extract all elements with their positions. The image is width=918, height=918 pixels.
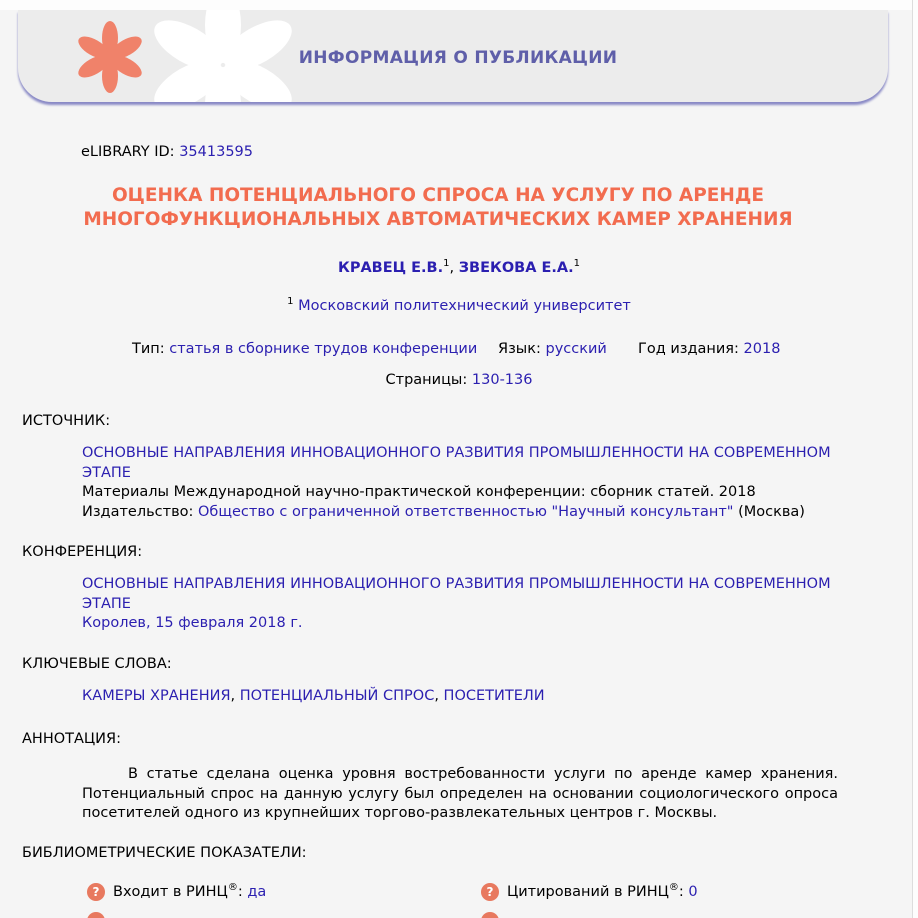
- meta-pages-label: Страницы:: [385, 372, 468, 388]
- metric-rinc-citations: ? Цитирований в РИНЦ®: 0: [481, 882, 698, 901]
- metric-label: Входит в РИНЦ: [113, 883, 228, 900]
- page-title: ИНФОРМАЦИЯ О ПУБЛИКАЦИИ: [298, 48, 618, 68]
- author-affiliation-index: 1: [443, 258, 450, 269]
- keyword-link[interactable]: ПОСЕТИТЕЛИ: [443, 688, 545, 704]
- help-icon[interactable]: [87, 912, 105, 918]
- affiliation: [0, 296, 918, 314]
- affiliation-link[interactable]: Московский политехнический университет: [298, 297, 631, 314]
- author-link[interactable]: КРАВЕЦ Е.В.: [337, 259, 444, 276]
- metric-label: Цитирований в РИНЦ: [507, 883, 669, 900]
- conference-block[interactable]: [82, 575, 831, 634]
- annotation-text: В статье сделана оценка уровня востребованности услуги по аренде камер хранения. Потенциальный спрос на данную услугу был определен на основании социологического опроса посетителей одного из крупнейших торгово-развлекательных центров г. Москвы.: [82, 766, 838, 821]
- source-publisher: [82, 503, 831, 523]
- keywords-heading: КЛЮЧЕВЫЕ СЛОВА:: [22, 656, 172, 672]
- keyword-link[interactable]: ПОТЕНЦИАЛЬНЫЙ СПРОС: [239, 688, 435, 704]
- registered-mark: ®: [227, 882, 238, 893]
- source-title-line: ОСНОВНЫЕ НАПРАВЛЕНИЯ ИННОВАЦИОННОГО РАЗВИТИЯ ПРОМЫШЛЕННОСТИ НА СОВРЕМЕННОМ: [82, 445, 831, 461]
- publisher-label: Издательство:: [82, 503, 194, 520]
- scrollbar-track[interactable]: [912, 0, 918, 918]
- conference-heading: КОНФЕРЕНЦИЯ:: [22, 544, 143, 560]
- metric-value: 0: [688, 883, 698, 900]
- elibrary-id: [81, 144, 253, 160]
- help-icon[interactable]: ?: [87, 883, 105, 901]
- top-strip: [0, 0, 918, 10]
- keyword-separator: ,: [230, 688, 240, 704]
- elibrary-id-label: eLIBRARY ID:: [81, 144, 175, 160]
- source-heading: ИСТОЧНИК:: [22, 413, 111, 429]
- conference-title-line: ОСНОВНЫЕ НАПРАВЛЕНИЯ ИННОВАЦИОННОГО РАЗВИТИЯ ПРОМЫШЛЕННОСТИ НА СОВРЕМЕННОМ: [82, 576, 831, 592]
- meta-year: [638, 341, 780, 357]
- metric-row-partial: [87, 912, 113, 918]
- meta-language-value: русский: [545, 341, 607, 357]
- annotation-heading: АННОТАЦИЯ:: [22, 731, 121, 747]
- source-block: [82, 444, 831, 522]
- metric-rinc-included: ? Входит в РИНЦ®: да: [87, 882, 266, 901]
- conference-place-date: Королев, 15 февраля 2018 г.: [82, 615, 303, 631]
- keyword-separator: ,: [434, 688, 444, 704]
- conference-title-line: ЭТАПЕ: [82, 595, 131, 612]
- publisher-link[interactable]: Общество с ограниченной ответственностью "Научный консультант": [197, 503, 734, 520]
- meta-year-value: 2018: [743, 341, 781, 357]
- meta-pages-value: 130-136: [471, 372, 533, 388]
- meta-pages: [0, 372, 918, 388]
- affiliation-index: 1: [287, 296, 294, 307]
- meta-language-label: Язык:: [498, 341, 541, 357]
- metric-row-partial: [481, 912, 507, 918]
- header-banner: [18, 10, 888, 102]
- author-affiliation-index: 1: [573, 258, 580, 269]
- meta-language: [498, 341, 607, 357]
- author-link[interactable]: ЗВЕКОВА Е.А.: [458, 259, 574, 276]
- keyword-link[interactable]: КАМЕРЫ ХРАНЕНИЯ: [82, 688, 231, 704]
- meta-type-label: Тип:: [132, 341, 165, 357]
- publisher-city: (Москва): [738, 503, 805, 520]
- authors: КРАВЕЦ Е.В.$^1$, ЗВЕКОВА Е.А.$^1$: [337, 258, 580, 276]
- meta-type: [132, 341, 477, 357]
- bibliometrics-heading: БИБЛИОМЕТРИЧЕСКИЕ ПОКАЗАТЕЛИ:: [22, 845, 307, 861]
- keywords-list: [82, 687, 545, 707]
- meta-year-label: Год издания:: [638, 341, 739, 357]
- source-description: Материалы Международной научно-практической конференции: сборник статей. 2018: [82, 484, 756, 500]
- meta-type-value: статья в сборнике трудов конференции: [169, 341, 478, 357]
- help-icon[interactable]: ?: [481, 883, 499, 901]
- source-title-line: ЭТАПЕ: [82, 464, 131, 481]
- help-icon[interactable]: [481, 912, 499, 918]
- registered-mark: ®: [668, 882, 679, 893]
- source-title-link[interactable]: [82, 444, 831, 483]
- publication-title-line: МНОГОФУНКЦИОНАЛЬНЫХ АВТОМАТИЧЕСКИХ КАМЕР ХРАНЕНИЯ: [83, 209, 793, 230]
- publication-title-line: ОЦЕНКА ПОТЕНЦИАЛЬНОГО СПРОСА НА УСЛУГУ ПО АРЕНДЕ: [111, 185, 765, 206]
- publication-title: [40, 184, 836, 232]
- elibrary-id-value: 35413595: [179, 144, 253, 160]
- metric-value: да: [247, 883, 267, 900]
